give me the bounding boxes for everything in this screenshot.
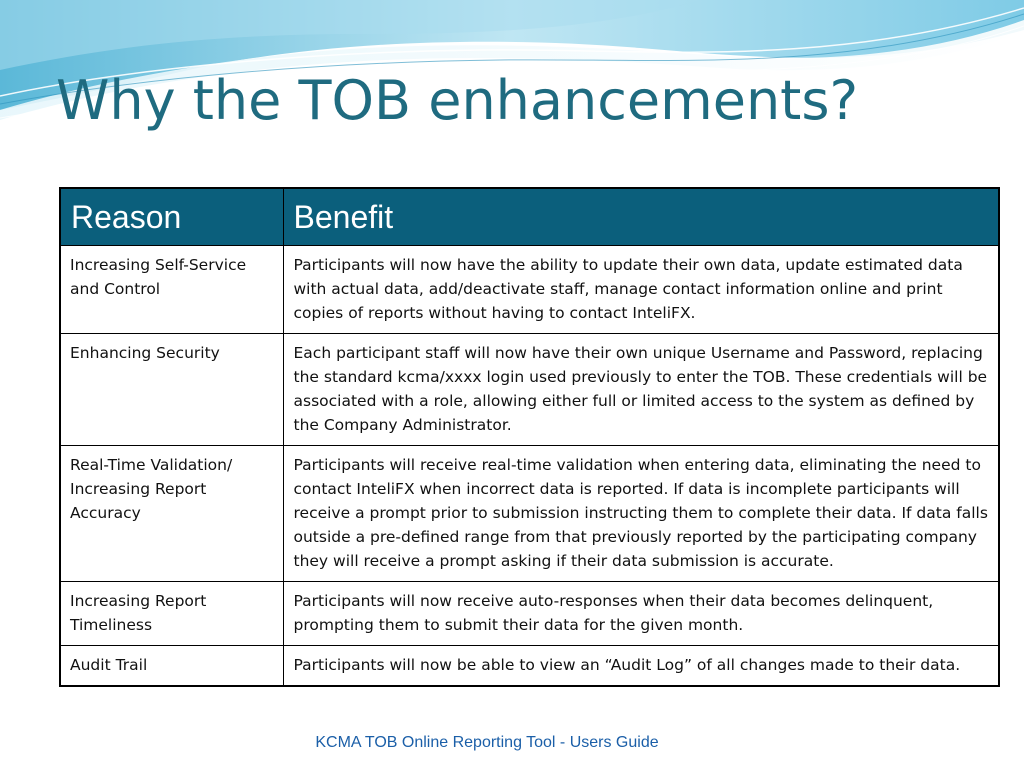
table-row [61, 334, 998, 446]
benefit-cell: Participants will now receive auto-responses when their data becomes delinquent, prompting them to submit their data for the given month. [283, 582, 998, 646]
table-header-row [61, 189, 998, 246]
reason-cell: Increasing Report Timeliness [61, 582, 283, 646]
benefit-cell: Each participant staff will now have their own unique Username and Password, replacing the standard kcma/xxxx login used previously to enter the TOB. These credentials will be associated with a role, allowing either full or limited access to the system as defined by the Company Administrator. [283, 334, 998, 446]
benefit-cell: Participants will now be able to view an “Audit Log” of all changes made to their data. [283, 646, 998, 686]
reason-cell: Real-Time Validation/ Increasing Report Accuracy [61, 446, 283, 582]
benefit-cell: Participants will receive real-time validation when entering data, eliminating the need to contact InteliFX when incorrect data is reported. If data is incomplete participants will receive a prompt prior to submission instructing them to complete their data. If data falls outside a pre-defined range from that previously reported by the participating company they will receive a prompt asking if their data submission is accurate. [283, 446, 998, 582]
reasons-table [59, 187, 1000, 687]
reason-cell: Audit Trail [61, 646, 283, 686]
table-row [61, 246, 998, 334]
header-reason: Reason [61, 189, 283, 246]
benefit-cell: Participants will now have the ability to update their own data, update estimated data with actual data, add/deactivate staff, manage contact information online and print copies of reports without having to contact InteliFX. [283, 246, 998, 334]
table-row [61, 646, 998, 686]
table-row [61, 582, 998, 646]
slide-title: Why the TOB enhancements? [56, 69, 859, 132]
reason-cell: Increasing Self-Service and Control [61, 246, 283, 334]
table-row [61, 446, 998, 582]
header-benefit: Benefit [283, 189, 998, 246]
slide-footer: KCMA TOB Online Reporting Tool - Users Guide [315, 734, 659, 751]
reason-cell: Enhancing Security [61, 334, 283, 446]
